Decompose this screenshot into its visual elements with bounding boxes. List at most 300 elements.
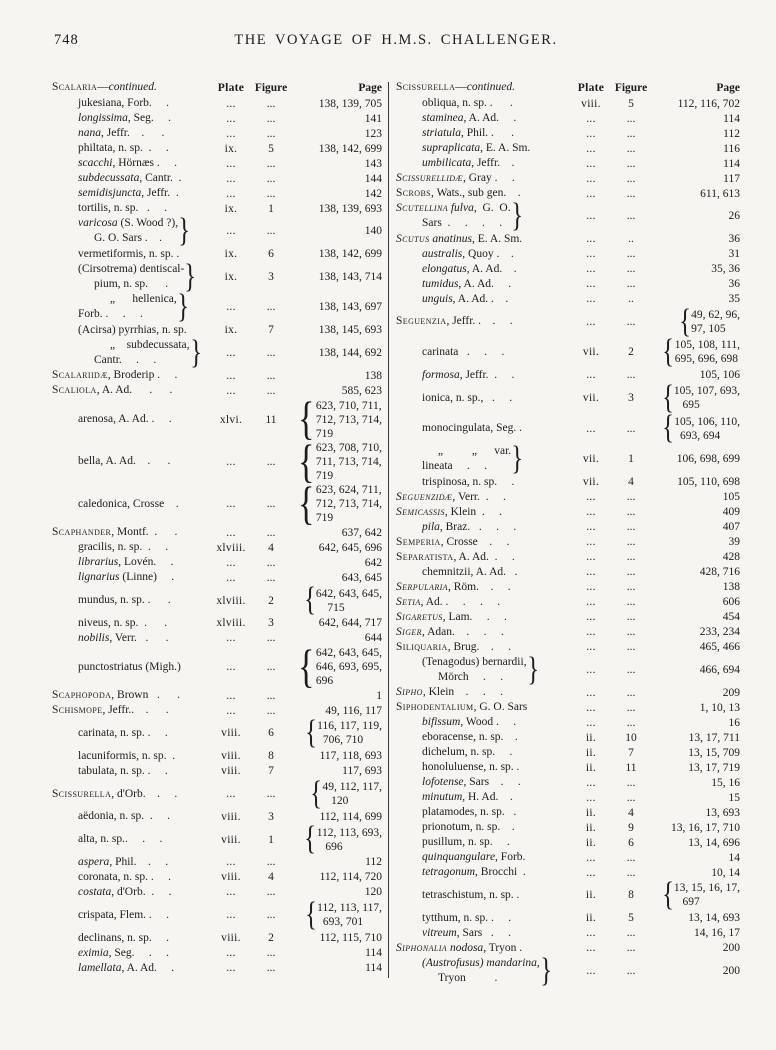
name-lines bbox=[52, 570, 208, 585]
name-lines bbox=[52, 749, 208, 764]
name-lines bbox=[52, 156, 208, 171]
name-lines bbox=[396, 956, 540, 986]
text-segment: Forb. . . . bbox=[78, 308, 143, 321]
plate-value: ... bbox=[226, 187, 236, 200]
name-lines bbox=[52, 660, 208, 675]
name-lines bbox=[52, 787, 208, 802]
index-row bbox=[396, 610, 740, 625]
page-value: 105, 110, 698 bbox=[677, 476, 740, 489]
index-row bbox=[396, 368, 740, 383]
figure-value: ... bbox=[626, 701, 636, 714]
name-lines bbox=[396, 277, 568, 292]
index-row bbox=[396, 640, 740, 655]
page-value: 143 bbox=[364, 157, 382, 170]
figure-column-header: Figure bbox=[614, 81, 648, 94]
plate-value: ... bbox=[226, 526, 236, 539]
name-line bbox=[396, 391, 568, 406]
text-segment: arenosa, A. Ad. . . bbox=[78, 413, 172, 426]
text-segment: , Jeffr. . . . bbox=[446, 315, 513, 328]
plate-value: viii. bbox=[221, 810, 241, 823]
species-name bbox=[396, 745, 568, 760]
text-segment: minutum bbox=[422, 791, 463, 804]
figure-value: 7 bbox=[628, 746, 634, 759]
page-value: 14 bbox=[728, 851, 740, 864]
species-name bbox=[52, 660, 208, 675]
page-value: 1 bbox=[376, 689, 382, 702]
text-segment: , A. Ad. . bbox=[121, 961, 175, 974]
figure-value: ... bbox=[266, 947, 276, 960]
figure-value: 4 bbox=[628, 806, 634, 819]
text-segment: continued. bbox=[108, 81, 157, 93]
name-lines bbox=[52, 555, 208, 570]
species-name bbox=[52, 126, 208, 141]
species-name bbox=[396, 475, 568, 490]
text-segment: , Lam. . . bbox=[442, 610, 507, 623]
figure-value: 6 bbox=[628, 836, 634, 849]
page-value: 637, 642 bbox=[341, 526, 382, 539]
brace-glyph: } bbox=[526, 650, 539, 688]
name-lines bbox=[396, 888, 568, 903]
text-segment: supraplicata bbox=[422, 142, 481, 154]
index-row bbox=[396, 715, 740, 730]
species-name bbox=[396, 760, 568, 775]
plate-value: ... bbox=[226, 127, 236, 140]
name-lines bbox=[52, 171, 208, 186]
page-line: 712, 713, 714, bbox=[315, 498, 382, 511]
text-segment: crispata, Flem. . . bbox=[78, 908, 170, 921]
page-value: 142 bbox=[364, 187, 382, 200]
text-segment: , Brocchi . bbox=[475, 866, 526, 879]
species-name bbox=[396, 911, 568, 926]
page-column-header: Page bbox=[716, 81, 740, 94]
text-segment: , d'Orb. . . bbox=[111, 787, 178, 800]
text-segment: , Jeffr. . . bbox=[101, 127, 165, 139]
page-value: 112 bbox=[365, 856, 382, 869]
text-segment: , Cantr. . bbox=[139, 172, 182, 184]
page-line: 105, 108, 111, bbox=[674, 339, 740, 352]
page-value: 138, 144, 692 bbox=[318, 347, 382, 360]
text-segment: , Phil. . . bbox=[460, 127, 515, 139]
name-line bbox=[396, 345, 568, 360]
figure-value: ... bbox=[626, 536, 636, 549]
name-lines bbox=[396, 126, 568, 141]
page-line: 697 bbox=[673, 896, 700, 909]
species-name bbox=[52, 593, 208, 608]
plate-value: viii. bbox=[221, 727, 241, 740]
plate-value: ... bbox=[586, 611, 596, 624]
brace-glyph: { bbox=[310, 774, 323, 812]
page-line: 712, 713, 714, bbox=[315, 413, 382, 426]
figure-value: ... bbox=[626, 927, 636, 940]
text-segment: dichelum, n. sp. . bbox=[422, 746, 513, 759]
brace-glyph: { bbox=[303, 581, 316, 619]
text-segment: Scalariidæ bbox=[52, 369, 108, 382]
text-segment: unguis bbox=[422, 292, 453, 305]
page-line: 711, 713, 714, bbox=[315, 455, 382, 468]
name-lines bbox=[396, 700, 568, 715]
name-line bbox=[396, 520, 568, 535]
name-line bbox=[396, 888, 568, 903]
name-lines bbox=[396, 141, 568, 156]
page-value: 13, 17, 711 bbox=[688, 731, 740, 744]
page-value: 144 bbox=[364, 172, 382, 185]
figure-value: ... bbox=[626, 248, 636, 261]
figure-value: ... bbox=[626, 776, 636, 789]
text-segment: staminea bbox=[422, 112, 464, 124]
species-name bbox=[396, 595, 568, 610]
figure-value: ... bbox=[266, 455, 276, 468]
figure-value: ... bbox=[626, 506, 636, 519]
figure-value: ... bbox=[626, 686, 636, 699]
index-row bbox=[396, 580, 740, 595]
text-segment: philtata, n. sp. . . bbox=[78, 142, 169, 154]
species-name bbox=[396, 141, 568, 156]
index-row bbox=[52, 288, 382, 326]
section-heading-line bbox=[52, 80, 208, 95]
text-segment: costata bbox=[78, 885, 112, 898]
plate-value: ... bbox=[226, 157, 236, 170]
page-value: 138, 139, 693 bbox=[318, 202, 382, 215]
text-segment: , Lovén. . bbox=[118, 556, 174, 569]
species-name bbox=[396, 439, 568, 477]
page-lines bbox=[675, 338, 740, 366]
name-line bbox=[396, 111, 568, 126]
plate-value: ... bbox=[586, 293, 596, 306]
name-line bbox=[396, 835, 568, 850]
brace-glyph: { bbox=[661, 378, 674, 416]
name-lines bbox=[52, 631, 208, 646]
index-row bbox=[52, 640, 382, 693]
index-row bbox=[396, 520, 740, 535]
name-line bbox=[396, 850, 568, 865]
name-lines bbox=[396, 595, 568, 610]
figure-value: ... bbox=[266, 571, 276, 584]
name-line bbox=[396, 216, 511, 231]
plate-value: ... bbox=[586, 965, 596, 978]
text-segment: Sipho bbox=[396, 686, 423, 699]
species-name bbox=[396, 850, 568, 865]
brace-glyph: { bbox=[305, 895, 317, 933]
plate-value: viii. bbox=[581, 97, 601, 110]
text-segment: Siger bbox=[396, 625, 422, 638]
name-line bbox=[396, 141, 568, 156]
page-value: 643, 645 bbox=[341, 571, 382, 584]
plate-value: ... bbox=[586, 157, 596, 170]
plate-value: ii. bbox=[585, 806, 597, 819]
text-segment: , Klein . . bbox=[444, 505, 503, 518]
text-segment: Separatista bbox=[396, 550, 454, 563]
page-line: 695, 696, 698 bbox=[674, 353, 738, 366]
figure-value: 6 bbox=[268, 248, 274, 261]
text-segment: fulva, bbox=[447, 202, 477, 215]
page-line: 646, 693, 695, bbox=[315, 661, 382, 673]
name-lines bbox=[396, 391, 568, 406]
figure-value: ... bbox=[266, 97, 276, 110]
text-segment: prionotum, n. sp. . bbox=[422, 821, 515, 834]
name-line bbox=[52, 616, 208, 631]
section-heading bbox=[396, 80, 568, 95]
page-value: 138, 142, 699 bbox=[318, 142, 382, 155]
text-segment: , Jeffr. . bbox=[471, 157, 515, 169]
species-name bbox=[52, 787, 208, 802]
page-value: 465, 466 bbox=[699, 641, 740, 654]
species-name bbox=[52, 703, 208, 718]
page-value: 112, 114, 699 bbox=[319, 810, 382, 823]
name-brace-group bbox=[52, 257, 197, 295]
figure-value: 11 bbox=[625, 761, 637, 774]
figure-value: 3 bbox=[268, 810, 274, 823]
page-value: 106, 698, 699 bbox=[676, 453, 740, 466]
name-lines bbox=[396, 775, 568, 790]
page-line: 120 bbox=[322, 795, 349, 808]
plate-value: ... bbox=[586, 210, 596, 223]
name-line bbox=[52, 660, 208, 675]
text-segment: , Seg. . bbox=[127, 112, 171, 124]
plate-value: ... bbox=[226, 369, 236, 382]
name-lines bbox=[52, 931, 208, 946]
text-segment: carinata, n. sp. . . bbox=[78, 726, 168, 739]
figure-value: 3 bbox=[268, 270, 274, 283]
page-value: 209 bbox=[722, 686, 740, 699]
name-line bbox=[396, 655, 527, 670]
index-row bbox=[396, 96, 740, 111]
page-value: 407 bbox=[722, 521, 740, 534]
name-lines bbox=[396, 730, 568, 745]
index-row bbox=[396, 475, 740, 490]
text-segment: , Röm. . . bbox=[447, 580, 511, 593]
species-name bbox=[52, 111, 208, 126]
text-segment: Sars . . . . bbox=[422, 217, 503, 230]
text-segment: tumidus bbox=[422, 277, 459, 290]
brace-glyph: } bbox=[510, 197, 523, 234]
page-line: 642, 643, 645, bbox=[315, 647, 382, 659]
name-line bbox=[396, 171, 568, 186]
index-row bbox=[52, 96, 382, 111]
section-heading-line bbox=[396, 80, 568, 95]
figure-column-header: Figure bbox=[254, 81, 288, 94]
plate-value: ... bbox=[226, 571, 236, 584]
index-row bbox=[52, 703, 382, 718]
text-segment: , Crosse . . bbox=[440, 535, 510, 548]
name-lines bbox=[52, 855, 208, 870]
name-brace-group bbox=[52, 333, 202, 371]
brace-glyph: } bbox=[178, 212, 191, 249]
species-name bbox=[396, 700, 568, 715]
text-segment: , Wood . . bbox=[460, 716, 517, 729]
text-segment: „ hellenica, bbox=[110, 293, 177, 306]
text-segment: , Ad. . . . . bbox=[420, 595, 501, 608]
text-segment: Siphonalia bbox=[396, 941, 448, 954]
text-segment: Scissurellidæ bbox=[396, 172, 463, 184]
page-line: 715 bbox=[315, 601, 345, 614]
page-value: 31 bbox=[728, 248, 740, 261]
page-lines bbox=[317, 719, 382, 747]
figure-value: ... bbox=[266, 909, 276, 922]
species-name bbox=[52, 525, 208, 540]
name-line bbox=[52, 307, 177, 322]
text-segment: nobilis bbox=[78, 631, 110, 644]
plate-value: ii. bbox=[585, 912, 597, 925]
plate-value: ... bbox=[586, 596, 596, 609]
page-value bbox=[648, 876, 740, 914]
name-line bbox=[52, 631, 208, 646]
text-segment: mundus, n. sp. . . bbox=[78, 594, 171, 607]
text-segment: carinata . . . bbox=[422, 345, 505, 358]
name-lines bbox=[52, 186, 208, 201]
figure-value: ... bbox=[266, 112, 276, 125]
name-lines bbox=[52, 141, 208, 156]
name-lines bbox=[396, 685, 568, 700]
plate-column-header: Plate bbox=[217, 81, 245, 94]
index-row bbox=[396, 876, 740, 914]
plate-value: ix. bbox=[224, 142, 238, 155]
plate-value: ... bbox=[586, 491, 596, 504]
page-value: 138 bbox=[364, 369, 382, 382]
name-lines bbox=[396, 292, 568, 307]
index-row bbox=[52, 323, 382, 338]
species-name bbox=[52, 156, 208, 171]
plate-value: ... bbox=[586, 701, 596, 714]
page-header bbox=[52, 30, 740, 54]
figure-value: 2 bbox=[268, 594, 274, 607]
name-line bbox=[396, 201, 511, 216]
index-row bbox=[396, 126, 740, 141]
figure-value: ... bbox=[626, 866, 636, 879]
text-segment: varicosa bbox=[78, 217, 118, 230]
plate-value: viii. bbox=[221, 765, 241, 778]
text-segment: umbilicata bbox=[422, 157, 472, 169]
plate-value: viii. bbox=[221, 833, 241, 846]
page-lines bbox=[317, 901, 382, 929]
figure-value: ... bbox=[266, 369, 276, 382]
index-row bbox=[52, 555, 382, 570]
species-name bbox=[396, 111, 568, 126]
figure-value: 5 bbox=[628, 97, 634, 110]
species-name bbox=[396, 888, 568, 903]
page-lines bbox=[317, 826, 382, 854]
page-line: 706, 710 bbox=[317, 734, 364, 747]
page-line: 719 bbox=[315, 469, 334, 482]
name-lines bbox=[396, 610, 568, 625]
plate-value: ... bbox=[586, 506, 596, 519]
text-segment: Scaphander bbox=[52, 526, 112, 539]
name-line bbox=[52, 593, 208, 608]
text-segment: semidisjuncta bbox=[78, 187, 142, 199]
name-line bbox=[52, 171, 208, 186]
running-title: THE VOYAGE OF H.M.S. CHALLENGER. bbox=[234, 32, 558, 48]
name-lines bbox=[396, 186, 568, 201]
species-name bbox=[52, 412, 208, 427]
page-value bbox=[288, 640, 382, 693]
text-segment: , Tryon . bbox=[483, 941, 523, 954]
species-name bbox=[52, 141, 208, 156]
index-row bbox=[396, 550, 740, 565]
figure-value: ... bbox=[266, 704, 276, 717]
text-segment: Scrobs bbox=[396, 187, 432, 199]
name-line bbox=[396, 700, 568, 715]
name-line bbox=[52, 555, 208, 570]
page-brace-group bbox=[297, 393, 382, 446]
figure-value: 1 bbox=[268, 202, 274, 215]
plate-value: ... bbox=[586, 927, 596, 940]
text-segment: , Braz. . . . bbox=[439, 520, 517, 533]
index-row bbox=[396, 141, 740, 156]
figure-value: 9 bbox=[628, 821, 634, 834]
name-brace-group bbox=[396, 951, 552, 989]
index-row bbox=[52, 820, 382, 858]
species-name bbox=[396, 535, 568, 550]
page-line: 719 bbox=[315, 427, 334, 440]
text-segment: coronata, n. sp. . . bbox=[78, 870, 171, 883]
plate-value: xlviii. bbox=[216, 617, 246, 630]
index-row bbox=[52, 156, 382, 171]
name-line bbox=[396, 926, 568, 941]
plate-value: ... bbox=[586, 536, 596, 549]
text-segment: Schismope bbox=[52, 704, 103, 717]
index-row bbox=[52, 333, 382, 371]
name-line bbox=[52, 540, 208, 555]
name-line bbox=[52, 186, 208, 201]
text-segment: „ subdecussata, bbox=[110, 339, 190, 352]
text-segment: platamodes, n. sp. . bbox=[422, 806, 517, 819]
text-segment: , Sars . . bbox=[463, 776, 521, 789]
species-name bbox=[52, 908, 208, 923]
page-value bbox=[288, 393, 382, 446]
figure-value: ... bbox=[626, 851, 636, 864]
text-segment: alta, n. sp.. . . bbox=[78, 833, 163, 846]
name-brace-group bbox=[52, 212, 191, 249]
figure-value: 3 bbox=[268, 617, 274, 630]
name-line bbox=[396, 760, 568, 775]
plate-value: ix. bbox=[224, 270, 238, 283]
plate-value: ... bbox=[226, 225, 236, 238]
page-value: 36 bbox=[728, 278, 740, 291]
text-segment: Semperia bbox=[396, 535, 441, 548]
species-name bbox=[52, 931, 208, 946]
name-line bbox=[396, 505, 568, 520]
brace-glyph: { bbox=[662, 409, 675, 447]
text-segment: , Quoy . . bbox=[462, 247, 514, 260]
page-value: 13, 14, 693 bbox=[688, 912, 740, 925]
name-lines bbox=[52, 593, 208, 608]
index-row bbox=[52, 525, 382, 540]
plate-value: ... bbox=[226, 556, 236, 569]
species-name bbox=[52, 616, 208, 631]
figure-value: 4 bbox=[628, 476, 634, 489]
species-name bbox=[396, 197, 568, 234]
name-lines bbox=[52, 870, 208, 885]
page-value: 611, 613 bbox=[700, 187, 740, 200]
name-line bbox=[52, 111, 208, 126]
page-value bbox=[648, 333, 740, 371]
plate-value: ... bbox=[226, 661, 236, 673]
page-value: 36 bbox=[728, 233, 740, 246]
name-line bbox=[396, 745, 568, 760]
species-name bbox=[52, 946, 208, 961]
page-lines bbox=[316, 646, 382, 688]
index-row bbox=[396, 700, 740, 715]
page-brace-group bbox=[679, 302, 740, 340]
index-row bbox=[396, 156, 740, 171]
figure-value: ... bbox=[626, 422, 636, 435]
text-segment: — bbox=[455, 81, 467, 93]
plate-value: ii. bbox=[585, 746, 597, 759]
figure-value: ... bbox=[626, 965, 636, 978]
index-row bbox=[396, 595, 740, 610]
plate-value: ... bbox=[586, 278, 596, 291]
plate-value: ... bbox=[586, 791, 596, 804]
column-header-row bbox=[396, 80, 740, 95]
